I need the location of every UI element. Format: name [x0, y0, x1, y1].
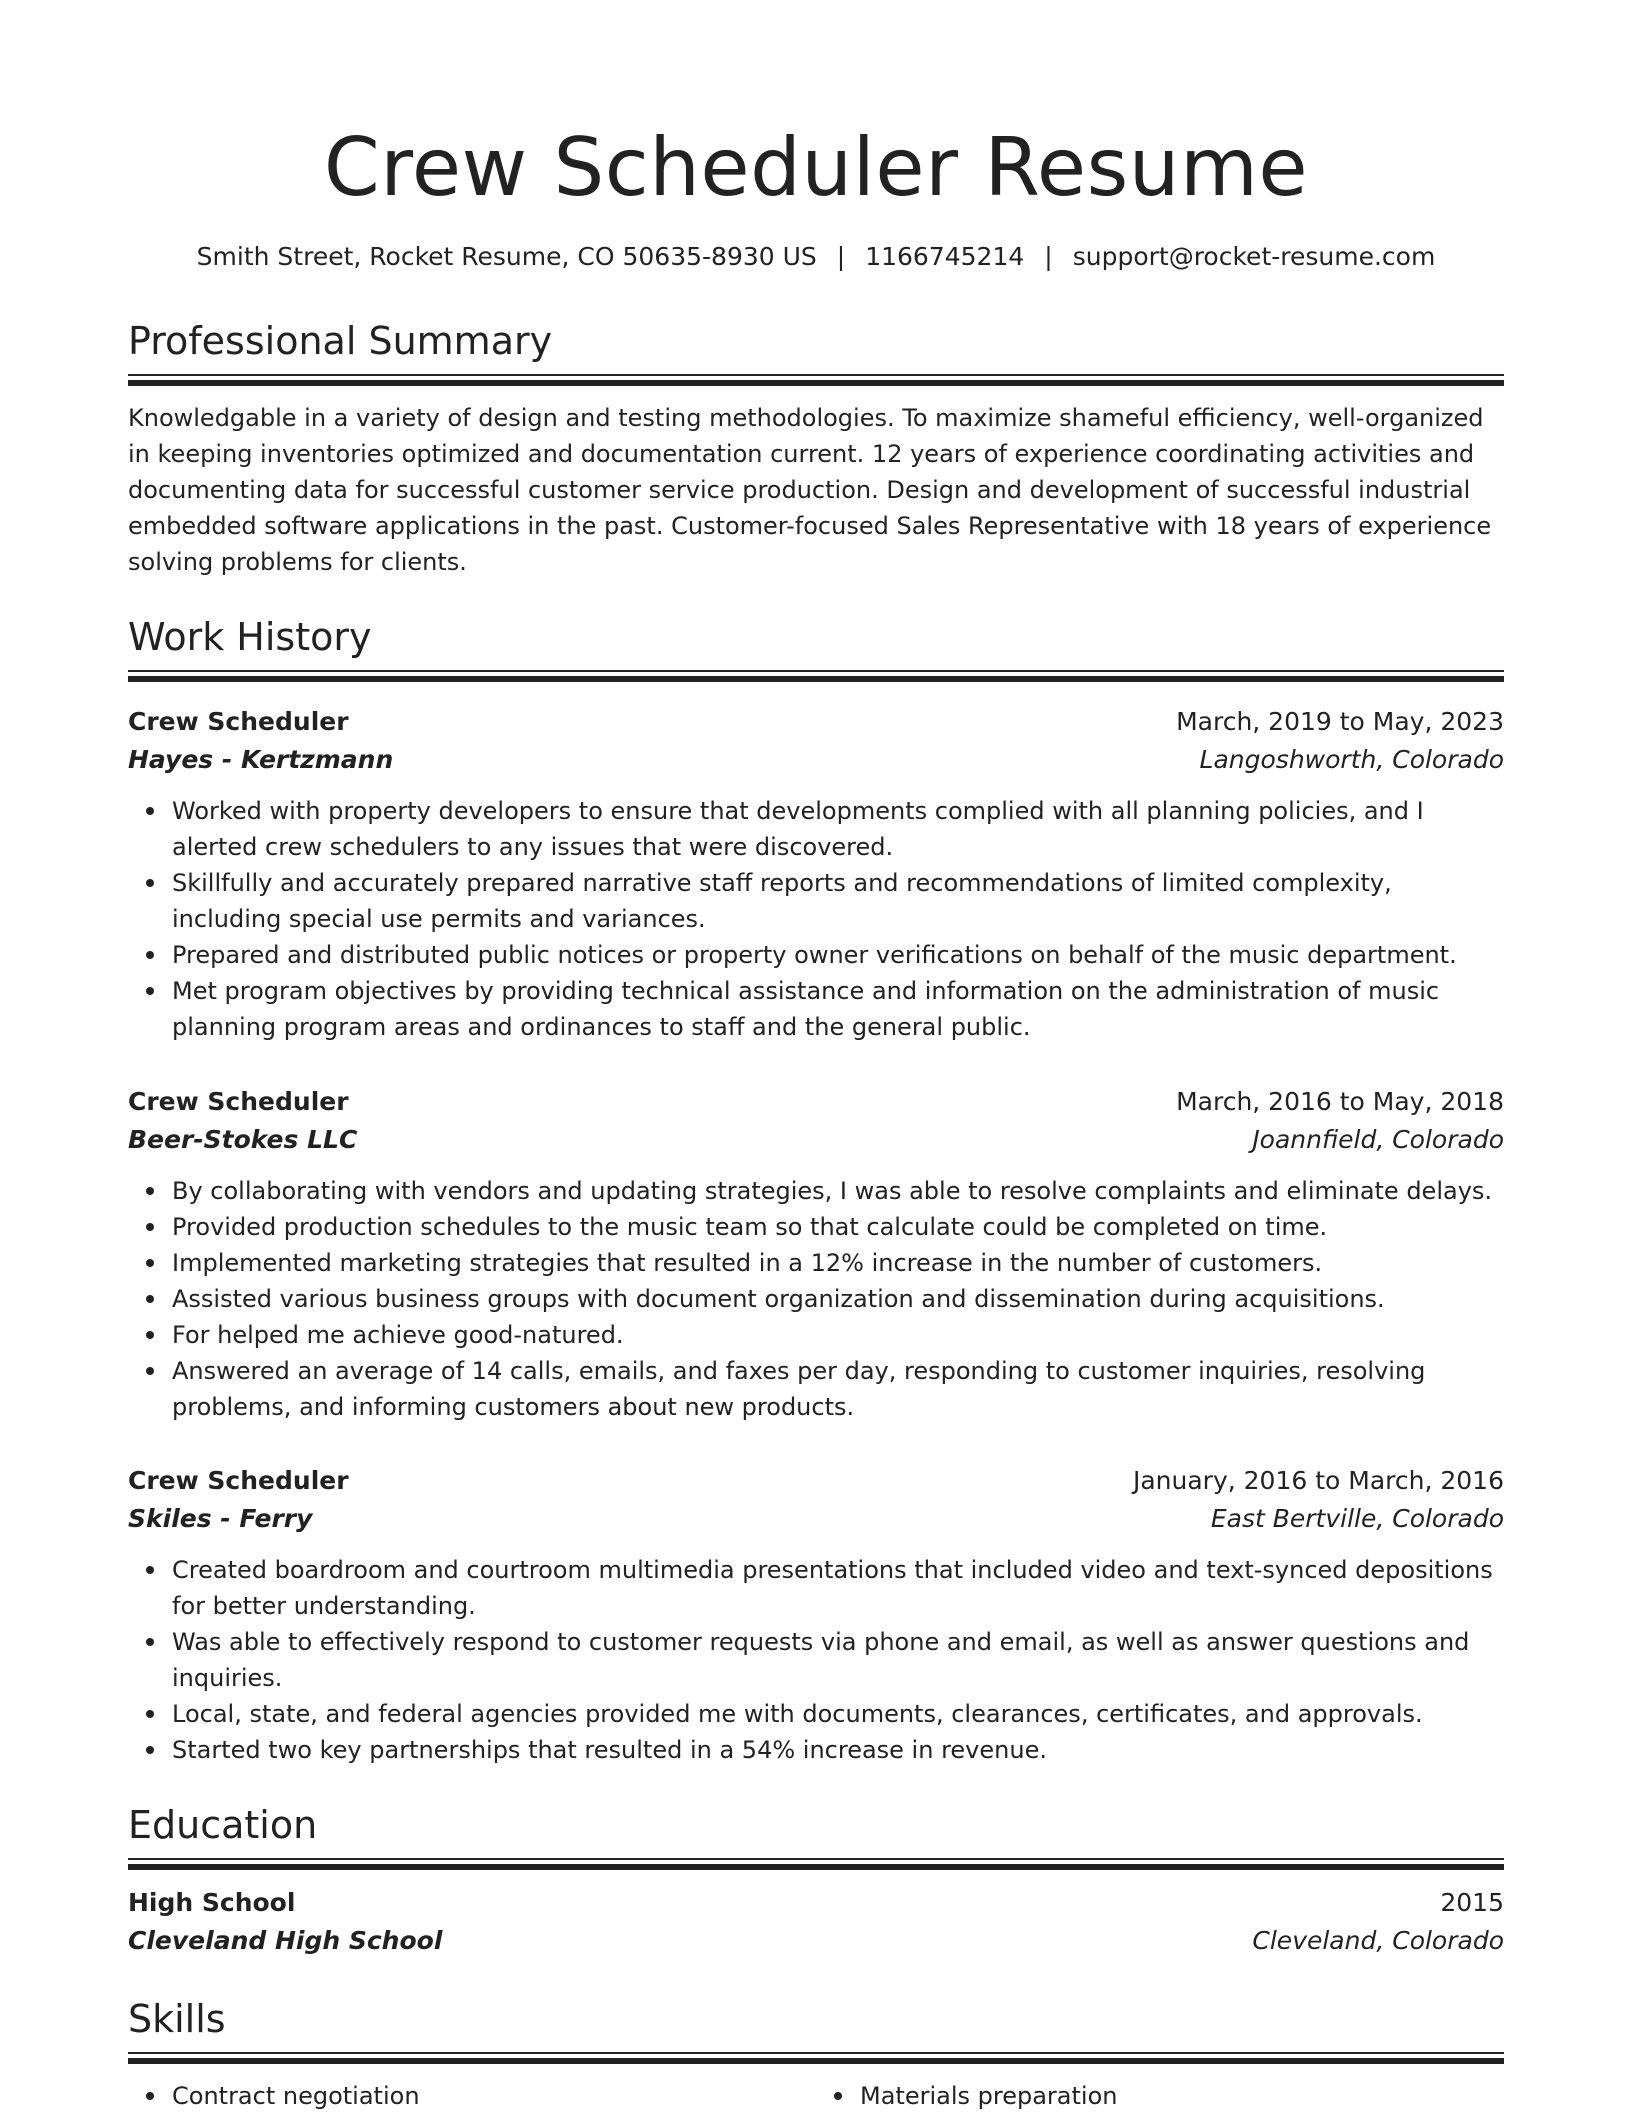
job-entry [128, 1083, 1504, 1425]
education-location: Cleveland, Colorado [1252, 1926, 1504, 1955]
page-title: Crew Scheduler Resume [323, 121, 1309, 214]
list-item: By collaborating with vendors and updating strategies, I was able to resolve complaints and eliminate delays. [172, 1173, 1504, 1209]
list-item: Started two key partnerships that resulted in a 54% increase in revenue. [172, 1732, 1504, 1768]
list-item: Skillfully and accurately prepared narrative staff reports and recommendations of limited complexity, including special use permits and variances. [172, 865, 1504, 937]
section-divider [128, 1858, 1504, 1870]
list-item: Prepared and distributed public notices or property owner verifications on behalf of the music department. [172, 937, 1504, 973]
contact-line [128, 239, 1504, 275]
contact-separator: | [1044, 242, 1053, 271]
section-heading: Work History [128, 615, 372, 659]
list-item: Created boardroom and courtroom multimedia presentations that included video and text-synced depositions for better understanding. [172, 1552, 1504, 1624]
job-title: Crew Scheduler [128, 1087, 349, 1116]
contact-separator: | [836, 242, 846, 271]
work-history-section [128, 612, 1504, 682]
job-dates: January, 2016 to March, 2016 [1132, 1466, 1504, 1495]
list-item: Met program objectives by providing technical assistance and information on the administration of music planning program areas and ordinances to staff and the general public. [172, 973, 1504, 1045]
job-location: Joannfield, Colorado [1252, 1125, 1504, 1154]
job-location: Langoshworth, Colorado [1199, 745, 1504, 774]
list-item: Assisted various business groups with document organization and dissemination during acquisitions. [172, 1281, 1504, 1317]
job-location: East Bertville, Colorado [1210, 1504, 1504, 1533]
list-item: Local, state, and federal agencies provided me with documents, clearances, certificates, and approvals. [172, 1696, 1504, 1732]
job-company: Beer-Stokes LLC [128, 1125, 358, 1154]
skills-list-right [816, 2078, 1504, 2114]
job-title: Crew Scheduler [128, 1466, 349, 1495]
education-degree: High School [128, 1888, 296, 1917]
contact-address: Smith Street, Rocket Resume, CO 50635-8930 US [196, 242, 817, 271]
section-heading: Skills [128, 1997, 226, 2041]
job-bullets [128, 793, 1504, 1045]
list-item: Answered an average of 14 calls, emails, and faxes per day, responding to customer inquiries, resolving problems, and informing customers about new products. [172, 1353, 1504, 1425]
skills-columns [128, 2064, 1504, 2114]
summary-section [128, 316, 1504, 580]
skills-section [128, 1994, 1504, 2114]
job-entry [128, 703, 1504, 1045]
skill-item: Materials preparation [860, 2078, 1504, 2114]
education-section [128, 1800, 1504, 1960]
list-item: Was able to effectively respond to customer requests via phone and email, as well as answer questions and inquiries. [172, 1624, 1504, 1696]
job-company: Skiles - Ferry [128, 1504, 313, 1533]
contact-phone: 1166745214 [865, 242, 1025, 271]
section-heading: Professional Summary [128, 319, 553, 363]
skill-item: Contract negotiation [172, 2078, 816, 2114]
job-entry [128, 1462, 1504, 1768]
section-divider [128, 2052, 1504, 2064]
list-item: For helped me achieve good-natured. [172, 1317, 1504, 1353]
job-title: Crew Scheduler [128, 707, 349, 736]
summary-text: Knowledgable in a variety of design and testing methodologies. To maximize shameful efficiency, well-organized in keeping inventories optimized and documentation current. 12 years of experience coordinating activities and documenting data for successful customer service production. Design and development of successful industrial embedded software applications in the past. Customer-focused Sales Representative with 18 years of experience solving problems for clients. [128, 404, 1492, 576]
section-heading: Education [128, 1803, 318, 1847]
education-year: 2015 [1440, 1888, 1504, 1917]
education-school: Cleveland High School [128, 1926, 443, 1955]
skills-list-left [128, 2078, 816, 2114]
job-dates: March, 2016 to May, 2018 [1176, 1087, 1504, 1116]
contact-email: support@rocket-resume.com [1072, 242, 1436, 271]
job-bullets [128, 1173, 1504, 1425]
section-divider [128, 374, 1504, 386]
job-dates: March, 2019 to May, 2023 [1176, 707, 1504, 736]
job-bullets [128, 1552, 1504, 1768]
job-company: Hayes - Kertzmann [128, 745, 394, 774]
section-divider [128, 670, 1504, 682]
list-item: Implemented marketing strategies that resulted in a 12% increase in the number of customers. [172, 1245, 1504, 1281]
list-item: Worked with property developers to ensure that developments complied with all planning policies, and I alerted crew schedulers to any issues that were discovered. [172, 793, 1504, 865]
list-item: Provided production schedules to the music team so that calculate could be completed on time. [172, 1209, 1504, 1245]
